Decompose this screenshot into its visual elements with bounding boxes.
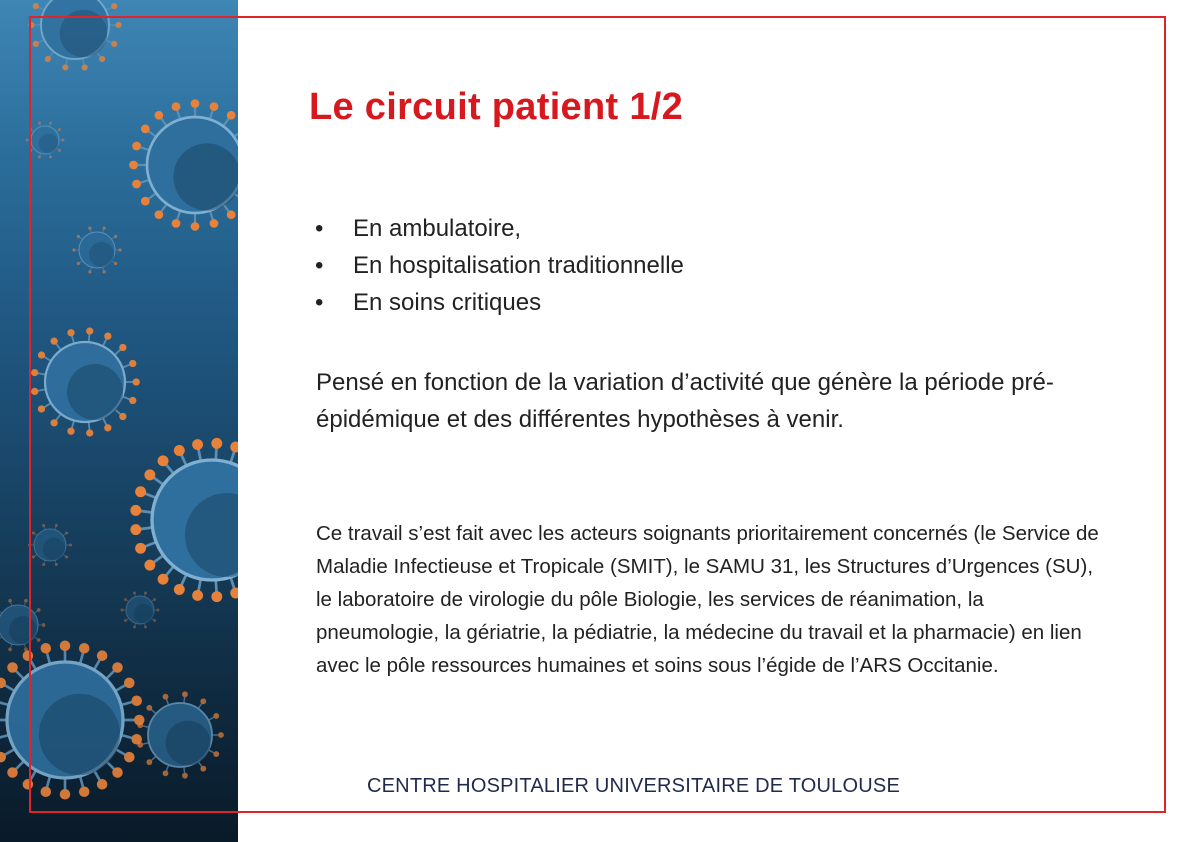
virus-particle: [0, 599, 45, 651]
footer-institution: CENTRE HOSPITALIER UNIVERSITAIRE DE TOULOUSE: [367, 775, 900, 797]
bullet-list: [315, 210, 684, 321]
bullet-glyph: •: [315, 215, 324, 242]
bullet-item: [315, 210, 684, 247]
bullet-text: En soins critiques: [353, 289, 542, 316]
virus-particle: [130, 438, 238, 602]
bullet-text: En hospitalisation traditionnelle: [353, 252, 684, 279]
virus-particle: [72, 226, 121, 273]
virus-particles-image: [0, 0, 238, 842]
bullet-glyph: •: [315, 252, 324, 279]
virus-particle: [129, 99, 238, 231]
bullet-item: [315, 247, 684, 284]
virus-particle: [137, 691, 224, 778]
virus-particle: [28, 0, 121, 71]
detail-paragraph: Ce travail s’est fait avec les acteurs soignants prioritairement concernés (le Service de Maladie Infectieuse et Tropicale (SMIT), le SAMU 31, les Structures d’Urgences (SU), le laboratoire de virologie du pôle Biologie, les services de réanimation, la pneumologie, la gériatrie, la pédiatrie, la médecine du travail et la pharmacie) en lien avec le pôle ressources humaines et soins sous l’égide de l’ARS Occitanie.: [316, 522, 1099, 677]
bullet-glyph: •: [315, 289, 324, 316]
slide-title: Le circuit patient 1/2: [309, 86, 684, 128]
virus-particle: [0, 640, 145, 799]
virus-particle: [121, 591, 160, 628]
intro-paragraph: Pensé en fonction de la variation d’activité que génère la période pré-épidémique et des différentes hypothèses à venir.: [316, 369, 1054, 433]
virus-particle: [31, 327, 140, 436]
bullet-item: [315, 284, 684, 321]
virus-particle: [28, 524, 72, 566]
virus-particle: [26, 121, 65, 158]
bullet-text: En ambulatoire,: [353, 215, 522, 242]
coronavirus-illustration: [0, 0, 238, 842]
